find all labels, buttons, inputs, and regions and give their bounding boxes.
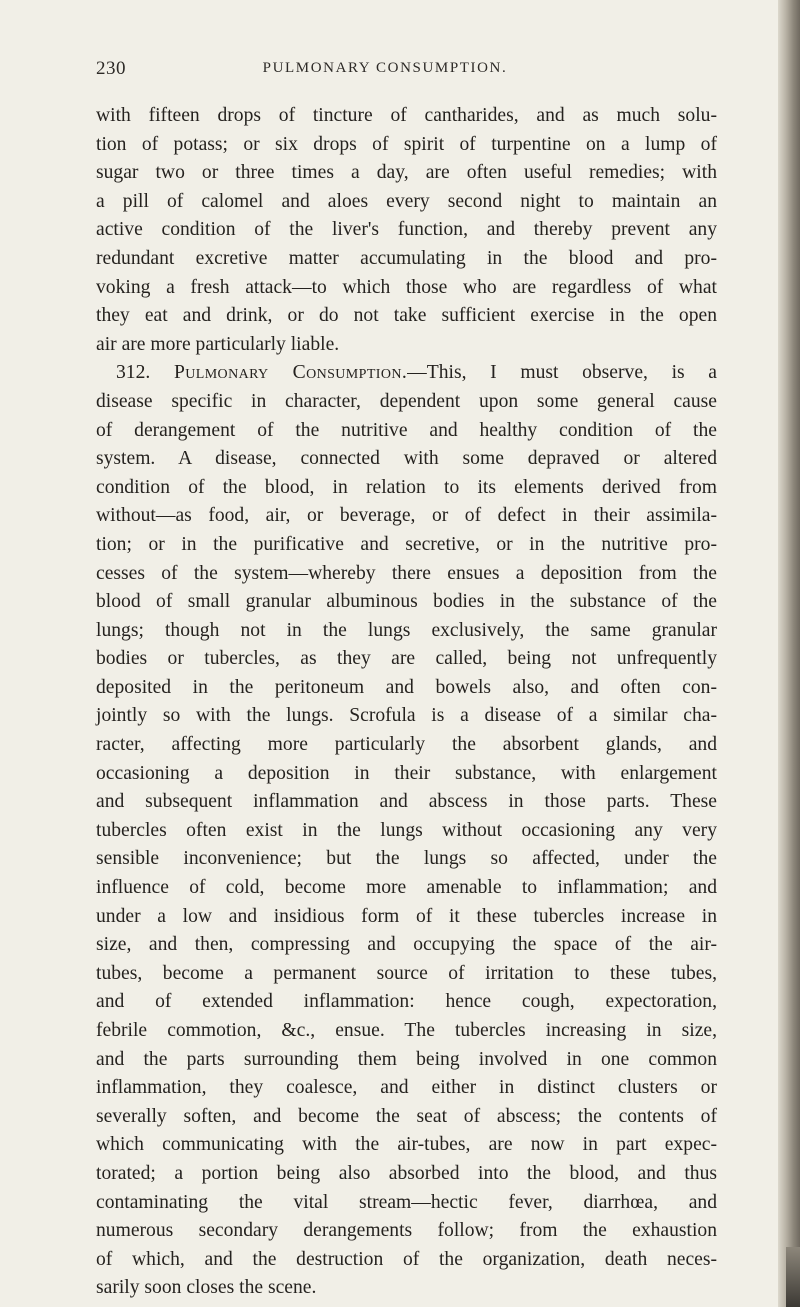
text-line: sensible inconvenience; but the lungs so affected, under the <box>96 848 717 870</box>
text-line: tubercles often exist in the lungs without occasioning any very <box>96 819 717 841</box>
text-line: tubes, become a permanent source of irritation to these tubes, <box>96 962 717 984</box>
text-line: without—as food, air, or beverage, or of defect in their assimila- <box>96 505 717 527</box>
text-line: and of extended inflammation: hence cough, expectoration, <box>96 991 717 1013</box>
page-header <box>0 58 770 82</box>
text-line: redundant excretive matter accumulating in the blood and pro- <box>96 247 717 269</box>
text-line: of derangement of the nutritive and healthy condition of the <box>96 419 717 441</box>
section-first-line-text: —This, I must observe, is a <box>407 362 717 384</box>
text-line: contaminating the vital stream—hectic fever, diarrhœa, and <box>96 1191 717 1213</box>
text-line: bodies or tubercles, as they are called, being not unfrequently <box>96 648 717 670</box>
text-line: lungs; though not in the lungs exclusively, the same granular <box>96 619 717 641</box>
text-line: racter, affecting more particularly the absorbent glands, and <box>96 734 717 756</box>
running-head: PULMONARY CONSUMPTION. <box>262 60 508 76</box>
text-line: jointly so with the lungs. Scrofula is a disease of a similar cha- <box>96 705 717 727</box>
text-line: sugar two or three times a day, are often useful remedies; with <box>96 162 717 184</box>
text-line: numerous secondary derangements follow; from the exhaustion <box>96 1220 717 1242</box>
text-line: tion; or in the purificative and secretive, or in the nutritive pro- <box>96 533 717 555</box>
text-line: voking a fresh attack—to which those who are regardless of what <box>96 276 717 298</box>
section-number: 312. <box>116 362 151 384</box>
text-line: and the parts surrounding them being involved in one common <box>96 1048 717 1070</box>
body-text <box>96 102 717 1303</box>
text-line: sarily soon closes the scene. <box>96 1277 317 1299</box>
text-line: which communicating with the air-tubes, are now in part expec- <box>96 1134 717 1156</box>
section-heading-line <box>96 359 717 388</box>
text-line: under a low and insidious form of it these tubercles increase in <box>96 905 717 927</box>
text-line: blood of small granular albuminous bodies in the substance of the <box>96 591 717 613</box>
text-line: with fifteen drops of tincture of cantharides, and as much solu- <box>96 105 717 126</box>
page-edge-shadow <box>778 0 800 1307</box>
text-line: tion of potass; or six drops of spirit of turpentine on a lump of <box>96 133 717 155</box>
text-line: and subsequent inflammation and abscess in those parts. These <box>96 791 717 813</box>
text-line: size, and then, compressing and occupying the space of the air- <box>96 934 717 956</box>
text-line: disease specific in character, dependent upon some general cause <box>96 390 717 412</box>
text-line: febrile commotion, &c., ensue. The tubercles increasing in size, <box>96 1020 717 1041</box>
text-line: a pill of calomel and aloes every second night to maintain an <box>96 190 717 212</box>
page-corner-shadow <box>786 1247 800 1307</box>
text-line: torated; a portion being also absorbed into the blood, and thus <box>96 1162 717 1184</box>
text-line: occasioning a deposition in their substance, with enlargement <box>96 762 717 784</box>
text-line: system. A disease, connected with some depraved or altered <box>96 448 717 470</box>
text-line: deposited in the peritoneum and bowels also, and often con- <box>96 676 717 698</box>
text-line: influence of cold, become more amenable to inflammation; and <box>96 877 717 899</box>
text-line: they eat and drink, or do not take sufficient exercise in the open <box>96 305 717 327</box>
text-line: air are more particularly liable. <box>96 333 340 355</box>
text-line: inflammation, they coalesce, and either in distinct clusters or <box>96 1077 717 1099</box>
text-line: cesses of the system—whereby there ensues a deposition from the <box>96 562 717 584</box>
text-line: of which, and the destruction of the organization, death neces- <box>96 1248 717 1270</box>
page-number: 230 <box>96 58 126 79</box>
text-line: active condition of the liver's function, and thereby prevent any <box>96 219 717 241</box>
section-heading: Pulmonary Consumption. <box>173 362 408 384</box>
text-line: severally soften, and become the seat of abscess; the contents of <box>96 1105 717 1127</box>
text-line: condition of the blood, in relation to its elements derived from <box>96 476 717 498</box>
